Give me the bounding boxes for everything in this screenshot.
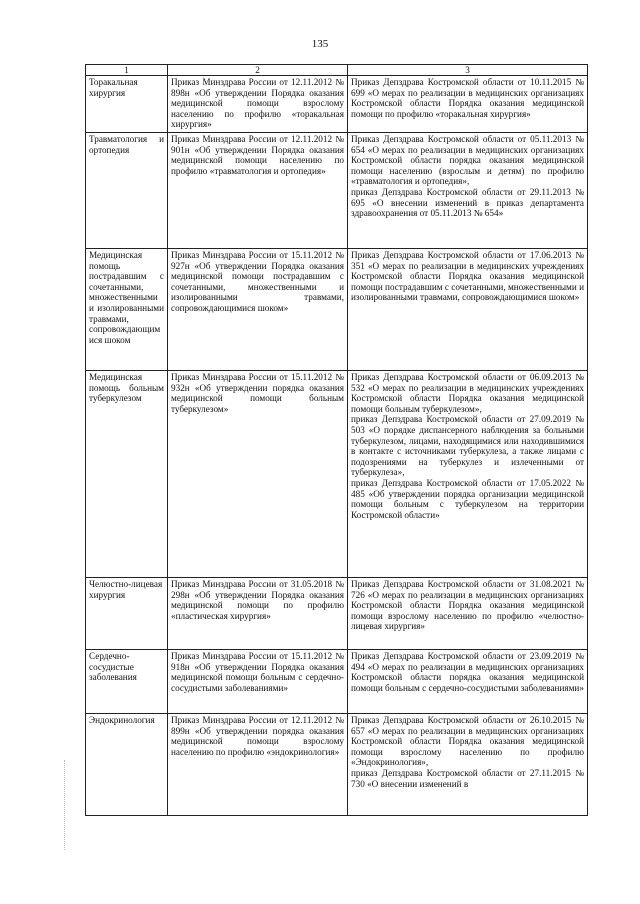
profile-cell: Травматология и ортопедия [86, 132, 168, 248]
profile-cell: Челюстно-лицевая хирургия [86, 577, 168, 649]
table-row [86, 370, 588, 577]
table-row [86, 132, 588, 248]
federal-order-cell: Приказ Минздрава России от 15.11.2012 № 932н «Об утверждении порядка оказания медицинской помощи больным туберкулезом» [168, 370, 348, 577]
profile-cell: Эндокринология [86, 713, 168, 815]
page-number: 135 [311, 38, 329, 50]
margin-mark [64, 760, 66, 850]
regional-orders-cell [348, 649, 588, 713]
federal-order-cell: Приказ Минздрава России от 31.05.2018 № 298н «Об утверждении Порядка оказания медицинской помощи по профилю «пластическая хирургия» [168, 577, 348, 649]
regional-orders-cell [348, 132, 588, 248]
regional-order: приказ Депздрава Костромской области от 27.11.2015 № 730 «О внесении изменений в [351, 767, 584, 789]
column-header: 1 [86, 65, 168, 76]
regional-order: Приказ Депздрава Костромской области от 17.06.2013 № 351 «О мерах по реализации в медицинских учреждениях Костромской области Порядка оказания медицинской помощи пострадавшим с сочетанными, множественными и изолированными травмами, сопровождающимися шоком» [351, 249, 584, 303]
profile-cell: Медицинская помощь больным туберкулезом [86, 370, 168, 577]
regional-order: приказ Депздрава Костромской области от 27.09.2019 № 503 «О порядке диспансерного наблюдения за больными туберкулезом, лицами, находящимися или находившимися в контакте с источниками туберкулеза, а также лицами с подозрениями на туберкулез и излеченными от туберкулеза», [351, 414, 584, 478]
profile-cell: Медицинская помощь пострадавшим с сочетанными, множественными и изолированными травмами, сопровождающимися шоком [86, 248, 168, 370]
federal-order-cell: Приказ Минздрава России от 12.11.2012 № 899н «Об утверждении порядка оказания медицинской помощи взрослому населению по профилю «эндокринология» [168, 713, 348, 815]
regional-orders-cell [348, 248, 588, 370]
federal-order-cell: Приказ Минздрава России от 15.11.2012 № 927н «Об утверждении Порядка оказания медицинской помощи пострадавшим с сочетанными, множественными и изолированными травмами, сопровождающимися шоком» [168, 248, 348, 370]
table-header-row [86, 65, 588, 76]
regional-order: приказ Депздрава Костромской области от 17.05.2022 № 485 «Об утверждении порядка организации медицинской помощи больным с туберкулезом на территории Костромской области» [351, 477, 584, 520]
profile-cell: Сердечно-сосудистые заболевания [86, 649, 168, 713]
regional-order: Приказ Депздрава Костромской области от 23.09.2019 № 494 «О мерах по реализации в медицинских организациях Костромской области порядка оказания медицинской помощи больным с сердечно-сосудистыми заболеваниями» [351, 650, 584, 693]
profile-cell: Торакальная хирургия [86, 76, 168, 133]
table-row [86, 248, 588, 370]
federal-order-cell: Приказ Минздрава России от 12.11.2012 № 898н «Об утверждении Порядка оказания медицинской помощи взрослому населению по профилю «торакальная хирургия» [168, 76, 348, 133]
regional-order: приказ Депздрава Костромской области от 29.11.2013 № 695 «О внесении изменений в приказ департамента здравоохранения от 05.11.2013 № 654» [351, 186, 584, 219]
federal-order-cell: Приказ Минздрава России от 12.11.2012 № 901н «Об утверждении Порядка оказания медицинской помощи населению по профилю «травматология и ортопедия» [168, 132, 348, 248]
regional-order: Приказ Депздрава Костромской области от 31.08.2021 № 726 «О мерах по реализации в медицинских организациях Костромской области Порядка оказания медицинской помощи взрослому населению по профилю «челюстно-лицевая хирургия» [351, 578, 584, 632]
orders-table [85, 64, 588, 816]
column-header: 2 [168, 65, 348, 76]
regional-order: Приказ Депздрава Костромской области от 26.10.2015 № 657 «О мерах по реализации в медицинских организациях Костромской области Порядка оказания медицинской помощи взрослому населению по профилю «Эндокринология», [351, 714, 584, 768]
regional-orders-cell [348, 370, 588, 577]
regional-order: Приказ Депздрава Костромской области от 10.11.2015 № 699 «О мерах по реализации в медицинских организациях Костромской области Порядка оказания медицинской помощи по профилю «торакальная хирургия» [351, 77, 584, 119]
regional-order: Приказ Депздрава Костромской области от 05.11.2013 № 654 «О мерах по реализации в медицинских организациях Костромской области порядка оказания медицинской помощи населению (взрослым и детям) по профилю «травматология и ортопедия», [351, 133, 584, 187]
column-header: 3 [348, 65, 588, 76]
table-row [86, 76, 588, 133]
table-row [86, 713, 588, 815]
federal-order-cell: Приказ Минздрава России от 15.11.2012 № 918н «Об утверждении Порядка оказания медицинской помощи больным с сердечно-сосудистыми заболеваниями» [168, 649, 348, 713]
table-row [86, 577, 588, 649]
regional-orders-cell [348, 76, 588, 133]
regional-orders-cell [348, 713, 588, 815]
table-row [86, 649, 588, 713]
regional-orders-cell [348, 577, 588, 649]
regional-order: Приказ Депздрава Костромской области от 06.09.2013 № 532 «О мерах по реализации в медицинских учреждениях Костромской области Порядка оказания медицинской помощи больным туберкулезом», [351, 371, 584, 414]
